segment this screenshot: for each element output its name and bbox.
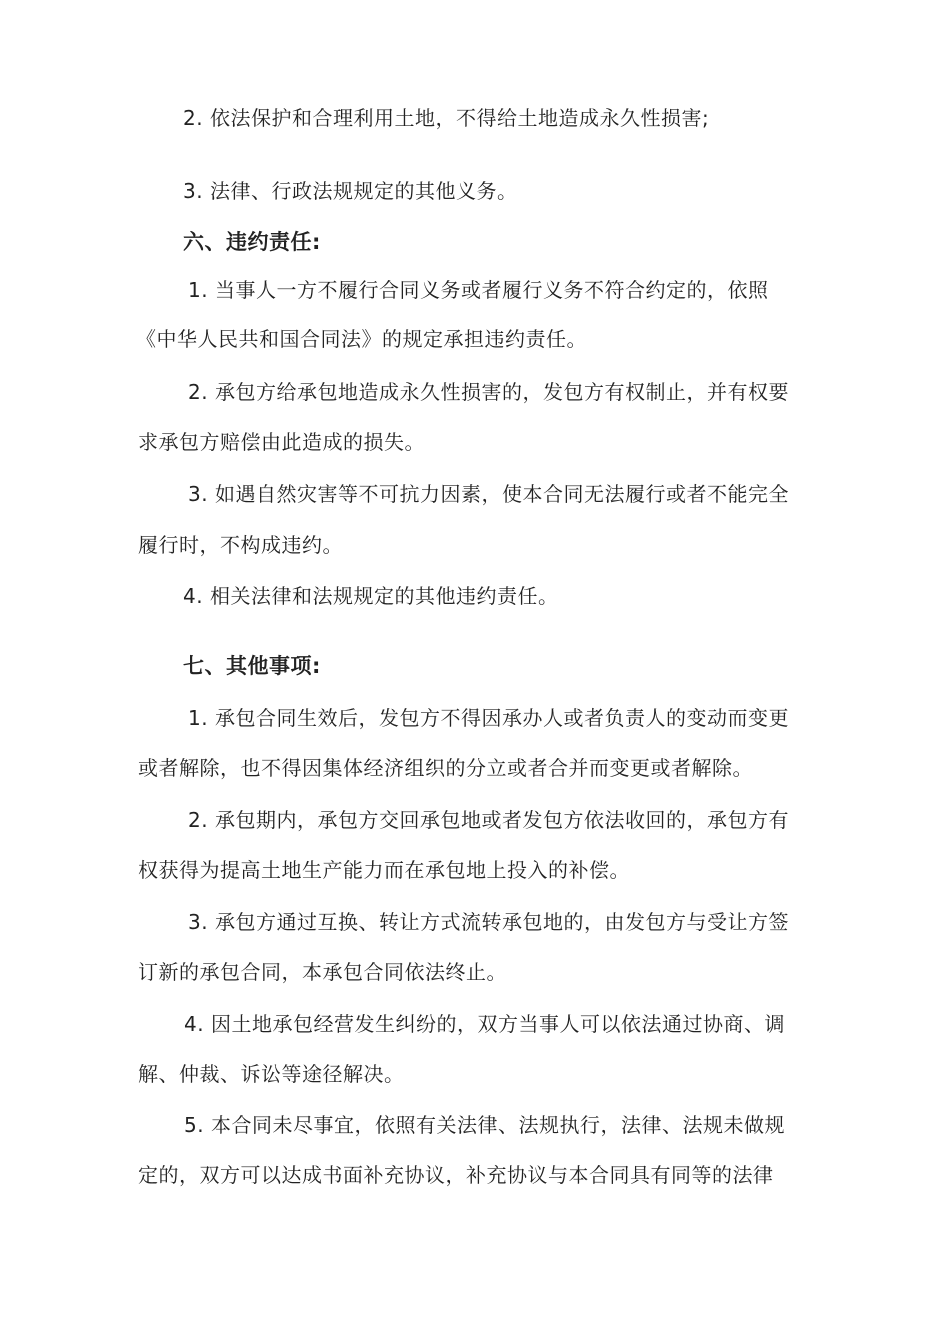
obligation-item-3: 3. 法律、行政法规规定的其他义务。 [183, 179, 518, 203]
other-item-1-line-2: 或者解除，也不得因集体经济组织的分立或者合并而变更或者解除。 [138, 756, 753, 780]
liability-item-4: 4. 相关法律和法规规定的其他违约责任。 [183, 584, 559, 608]
liability-item-1-line-2: 《中华人民共和国合同法》的规定承担违约责任。 [136, 327, 587, 351]
liability-item-3-line-2: 履行时，不构成违约。 [138, 533, 343, 557]
section-heading-liability: 六、违约责任: [183, 230, 321, 254]
obligation-item-2: 2. 依法保护和合理利用土地，不得给土地造成永久性损害; [183, 106, 710, 130]
liability-item-2-line-1: 2. 承包方给承包地造成永久性损害的，发包方有权制止，并有权要 [188, 380, 789, 404]
liability-item-3-line-1: 3. 如遇自然灾害等不可抗力因素，使本合同无法履行或者不能完全 [188, 482, 789, 506]
other-item-3-line-1: 3. 承包方通过互换、转让方式流转承包地的，由发包方与受让方签 [188, 910, 789, 934]
liability-item-1-line-1: 1. 当事人一方不履行合同义务或者履行义务不符合约定的，依照 [188, 278, 769, 302]
other-item-5-line-2: 定的，双方可以达成书面补充协议，补充协议与本合同具有同等的法律 [138, 1163, 774, 1187]
other-item-2-line-2: 权获得为提高土地生产能力而在承包地上投入的补偿。 [138, 858, 630, 882]
other-item-3-line-2: 订新的承包合同，本承包合同依法终止。 [138, 960, 507, 984]
other-item-4-line-1: 4. 因土地承包经营发生纠纷的，双方当事人可以依法通过协商、调 [184, 1012, 785, 1036]
other-item-2-line-1: 2. 承包期内，承包方交回承包地或者发包方依法收回的，承包方有 [188, 808, 789, 832]
other-item-4-line-2: 解、仲裁、诉讼等途径解决。 [138, 1062, 405, 1086]
liability-item-2-line-2: 求承包方赔偿由此造成的损失。 [138, 430, 425, 454]
other-item-1-line-1: 1. 承包合同生效后，发包方不得因承办人或者负责人的变动而变更 [188, 706, 789, 730]
other-item-5-line-1: 5. 本合同未尽事宜，依照有关法律、法规执行，法律、法规未做规 [184, 1113, 785, 1137]
section-heading-other-matters: 七、其他事项: [183, 654, 321, 678]
